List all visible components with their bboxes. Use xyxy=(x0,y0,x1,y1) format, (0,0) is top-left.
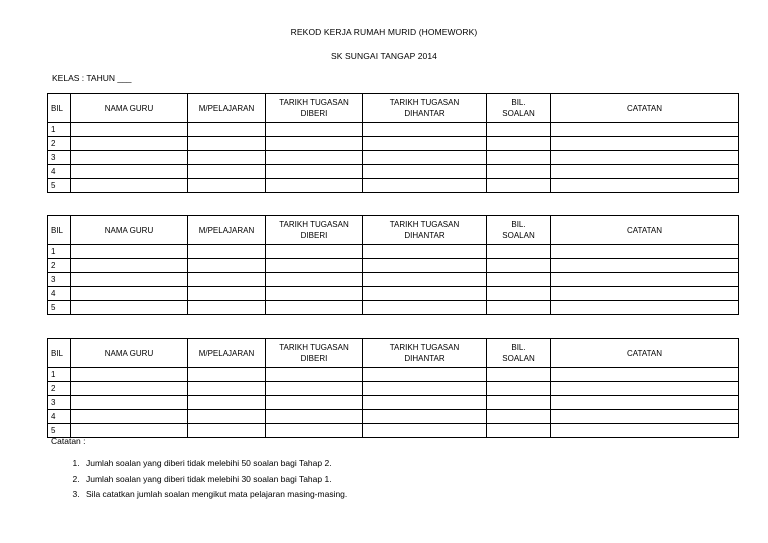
tarikh-dihantar-cell[interactable] xyxy=(363,259,487,273)
mata-pelajaran-cell[interactable] xyxy=(188,382,266,396)
catatan-cell[interactable] xyxy=(551,273,739,287)
tarikh-diberi-cell[interactable] xyxy=(266,165,363,179)
row-number: 5 xyxy=(48,424,71,438)
header-bil-soalan xyxy=(487,339,551,368)
bil-soalan-cell[interactable] xyxy=(487,179,551,193)
nama-guru-cell[interactable] xyxy=(71,179,188,193)
tarikh-diberi-cell[interactable] xyxy=(266,301,363,315)
mata-pelajaran-cell[interactable] xyxy=(188,137,266,151)
nama-guru-cell[interactable] xyxy=(71,273,188,287)
tarikh-diberi-cell[interactable] xyxy=(266,410,363,424)
bil-soalan-cell[interactable] xyxy=(487,273,551,287)
notes-list xyxy=(52,456,347,503)
row-number: 4 xyxy=(48,410,71,424)
catatan-cell[interactable] xyxy=(551,287,739,301)
table-row xyxy=(48,165,739,179)
note-item: 3. Sila catatkan jumlah soalan mengikut mata pelajaran masing-masing. xyxy=(82,487,347,503)
nama-guru-cell[interactable] xyxy=(71,165,188,179)
nama-guru-cell[interactable] xyxy=(71,396,188,410)
tarikh-diberi-cell[interactable] xyxy=(266,368,363,382)
header-line: DIHANTAR xyxy=(404,354,445,363)
table-header-row xyxy=(48,94,739,123)
table-row xyxy=(48,151,739,165)
mata-pelajaran-cell[interactable] xyxy=(188,396,266,410)
nama-guru-cell[interactable] xyxy=(71,424,188,438)
tarikh-dihantar-cell[interactable] xyxy=(363,245,487,259)
catatan-label: Catatan : xyxy=(51,436,86,446)
header-tarikh-dihantar xyxy=(363,216,487,245)
mata-pelajaran-cell[interactable] xyxy=(188,287,266,301)
document-title: REKOD KERJA RUMAH MURID (HOMEWORK) xyxy=(290,27,478,37)
kelas-label: KELAS : TAHUN ___ xyxy=(52,73,132,83)
tarikh-diberi-cell[interactable] xyxy=(266,123,363,137)
homework-record-table-2 xyxy=(47,215,739,315)
homework-record-table-1 xyxy=(47,93,739,193)
header-tarikh-diberi xyxy=(266,216,363,245)
tarikh-diberi-cell[interactable] xyxy=(266,245,363,259)
table-row xyxy=(48,382,739,396)
header-line: TARIKH TUGASAN xyxy=(389,343,460,352)
header-nama-guru: NAMA GURU xyxy=(71,94,188,123)
tarikh-dihantar-cell[interactable] xyxy=(363,410,487,424)
header-bil-soalan xyxy=(487,216,551,245)
tarikh-dihantar-cell[interactable] xyxy=(363,273,487,287)
header-catatan: CATATAN xyxy=(551,339,739,368)
homework-record-table-3 xyxy=(47,338,739,438)
table-row xyxy=(48,396,739,410)
mata-pelajaran-cell[interactable] xyxy=(188,245,266,259)
nama-guru-cell[interactable] xyxy=(71,368,188,382)
table-row xyxy=(48,259,739,273)
row-number: 3 xyxy=(48,396,71,410)
mata-pelajaran-cell[interactable] xyxy=(188,424,266,438)
tarikh-dihantar-cell[interactable] xyxy=(363,179,487,193)
header-line: DIBERI xyxy=(300,231,328,240)
table-header-row xyxy=(48,216,739,245)
header-line: DIBERI xyxy=(300,354,328,363)
tarikh-dihantar-cell[interactable] xyxy=(363,165,487,179)
bil-soalan-cell[interactable] xyxy=(487,287,551,301)
table-header-row xyxy=(48,339,739,368)
catatan-cell[interactable] xyxy=(551,259,739,273)
tarikh-dihantar-cell[interactable] xyxy=(363,382,487,396)
row-number: 5 xyxy=(48,301,71,315)
tarikh-dihantar-cell[interactable] xyxy=(363,151,487,165)
header-tarikh-dihantar xyxy=(363,339,487,368)
mata-pelajaran-cell[interactable] xyxy=(188,123,266,137)
bil-soalan-cell[interactable] xyxy=(487,410,551,424)
catatan-cell[interactable] xyxy=(551,410,739,424)
header-tarikh-diberi xyxy=(266,94,363,123)
header-line: TARIKH TUGASAN xyxy=(389,98,460,107)
header-line: BIL. xyxy=(511,220,526,229)
nama-guru-cell[interactable] xyxy=(71,259,188,273)
nama-guru-cell[interactable] xyxy=(71,151,188,165)
bil-soalan-cell[interactable] xyxy=(487,368,551,382)
catatan-cell[interactable] xyxy=(551,382,739,396)
catatan-cell[interactable] xyxy=(551,123,739,137)
mata-pelajaran-cell[interactable] xyxy=(188,301,266,315)
tarikh-dihantar-cell[interactable] xyxy=(363,396,487,410)
header-nama-guru: NAMA GURU xyxy=(71,216,188,245)
row-number: 2 xyxy=(48,137,71,151)
tarikh-diberi-cell[interactable] xyxy=(266,259,363,273)
bil-soalan-cell[interactable] xyxy=(487,137,551,151)
catatan-cell[interactable] xyxy=(551,368,739,382)
catatan-cell[interactable] xyxy=(551,301,739,315)
catatan-cell[interactable] xyxy=(551,245,739,259)
tarikh-diberi-cell[interactable] xyxy=(266,396,363,410)
catatan-cell[interactable] xyxy=(551,165,739,179)
mata-pelajaran-cell[interactable] xyxy=(188,259,266,273)
header-bil: BIL xyxy=(48,94,71,123)
table-row xyxy=(48,245,739,259)
table-row xyxy=(48,301,739,315)
row-number: 2 xyxy=(48,259,71,273)
header-mata-pelajaran: M/PELAJARAN xyxy=(188,216,266,245)
table-row xyxy=(48,368,739,382)
bil-soalan-cell[interactable] xyxy=(487,259,551,273)
mata-pelajaran-cell[interactable] xyxy=(188,273,266,287)
bil-soalan-cell[interactable] xyxy=(487,123,551,137)
nama-guru-cell[interactable] xyxy=(71,287,188,301)
tarikh-diberi-cell[interactable] xyxy=(266,287,363,301)
mata-pelajaran-cell[interactable] xyxy=(188,179,266,193)
row-number: 3 xyxy=(48,273,71,287)
header-catatan: CATATAN xyxy=(551,94,739,123)
table-row xyxy=(48,424,739,438)
table-row xyxy=(48,273,739,287)
header-line: TARIKH TUGASAN xyxy=(279,343,349,352)
row-number: 1 xyxy=(48,245,71,259)
nama-guru-cell[interactable] xyxy=(71,301,188,315)
tarikh-dihantar-cell[interactable] xyxy=(363,301,487,315)
bil-soalan-cell[interactable] xyxy=(487,301,551,315)
nama-guru-cell[interactable] xyxy=(71,245,188,259)
catatan-cell[interactable] xyxy=(551,396,739,410)
tarikh-diberi-cell[interactable] xyxy=(266,179,363,193)
header-line: BIL. xyxy=(511,98,526,107)
row-number: 1 xyxy=(48,123,71,137)
tarikh-diberi-cell[interactable] xyxy=(266,424,363,438)
row-number: 1 xyxy=(48,368,71,382)
nama-guru-cell[interactable] xyxy=(71,410,188,424)
bil-soalan-cell[interactable] xyxy=(487,151,551,165)
tarikh-dihantar-cell[interactable] xyxy=(363,137,487,151)
tarikh-diberi-cell[interactable] xyxy=(266,273,363,287)
tarikh-dihantar-cell[interactable] xyxy=(363,123,487,137)
header-line: DIBERI xyxy=(300,109,328,118)
table-row xyxy=(48,179,739,193)
header-tarikh-diberi xyxy=(266,339,363,368)
nama-guru-cell[interactable] xyxy=(71,123,188,137)
note-item: 2. Jumlah soalan yang diberi tidak melebihi 30 soalan bagi Tahap 1. xyxy=(82,472,347,488)
header-line: TARIKH TUGASAN xyxy=(279,220,349,229)
row-number: 2 xyxy=(48,382,71,396)
header-line: TARIKH TUGASAN xyxy=(279,98,349,107)
row-number: 3 xyxy=(48,151,71,165)
table-row xyxy=(48,137,739,151)
header-mata-pelajaran: M/PELAJARAN xyxy=(188,339,266,368)
bil-soalan-cell[interactable] xyxy=(487,424,551,438)
catatan-cell[interactable] xyxy=(551,151,739,165)
nama-guru-cell[interactable] xyxy=(71,137,188,151)
catatan-cell[interactable] xyxy=(551,179,739,193)
header-line: DIHANTAR xyxy=(404,109,445,118)
mata-pelajaran-cell[interactable] xyxy=(188,410,266,424)
row-number: 5 xyxy=(48,179,71,193)
row-number: 4 xyxy=(48,287,71,301)
note-item: 1. Jumlah soalan yang diberi tidak melebihi 50 soalan bagi Tahap 2. xyxy=(82,456,347,472)
header-line: TARIKH TUGASAN xyxy=(389,220,460,229)
tarikh-dihantar-cell[interactable] xyxy=(363,287,487,301)
table-row xyxy=(48,287,739,301)
mata-pelajaran-cell[interactable] xyxy=(188,368,266,382)
catatan-cell[interactable] xyxy=(551,137,739,151)
header-line: SOALAN xyxy=(502,109,535,118)
bil-soalan-cell[interactable] xyxy=(487,382,551,396)
bil-soalan-cell[interactable] xyxy=(487,396,551,410)
catatan-cell[interactable] xyxy=(551,424,739,438)
header-nama-guru: NAMA GURU xyxy=(71,339,188,368)
header-line: DIHANTAR xyxy=(404,231,445,240)
header-line: BIL. xyxy=(511,343,526,352)
row-number: 4 xyxy=(48,165,71,179)
tarikh-dihantar-cell[interactable] xyxy=(363,368,487,382)
header-tarikh-dihantar xyxy=(363,94,487,123)
table-row xyxy=(48,410,739,424)
mata-pelajaran-cell[interactable] xyxy=(188,151,266,165)
header-line: SOALAN xyxy=(502,231,535,240)
header-bil: BIL xyxy=(48,339,71,368)
bil-soalan-cell[interactable] xyxy=(487,245,551,259)
header-bil-soalan xyxy=(487,94,551,123)
table-row xyxy=(48,123,739,137)
header-bil: BIL xyxy=(48,216,71,245)
tarikh-diberi-cell[interactable] xyxy=(266,382,363,396)
bil-soalan-cell[interactable] xyxy=(487,165,551,179)
tarikh-diberi-cell[interactable] xyxy=(266,137,363,151)
tarikh-diberi-cell[interactable] xyxy=(266,151,363,165)
mata-pelajaran-cell[interactable] xyxy=(188,165,266,179)
document-subtitle: SK SUNGAI TANGAP 2014 xyxy=(330,51,438,61)
header-mata-pelajaran: M/PELAJARAN xyxy=(188,94,266,123)
tarikh-dihantar-cell[interactable] xyxy=(363,424,487,438)
header-catatan: CATATAN xyxy=(551,216,739,245)
nama-guru-cell[interactable] xyxy=(71,382,188,396)
header-line: SOALAN xyxy=(502,354,535,363)
